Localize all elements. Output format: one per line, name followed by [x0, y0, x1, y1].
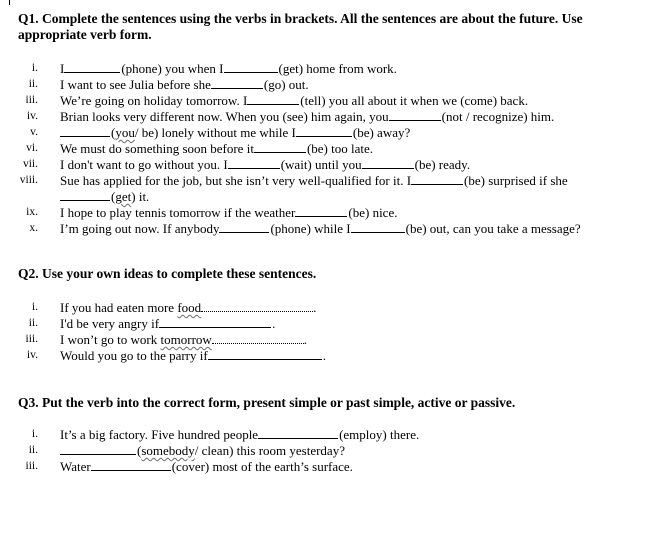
list-item: i. I (phone) you when I (get) home from work.	[31, 61, 397, 76]
list-item: ix. I hope to play tennis tomorrow if the weather (be) nice.	[26, 205, 398, 220]
list-item-continuation: (get) it.	[0, 188, 646, 204]
q2-heading: Q2. Use your own ideas to complete these sentences.	[18, 266, 317, 281]
q2-list	[0, 299, 646, 363]
list-item: ii. I'd be very angry if .	[28, 316, 276, 331]
list-item: vi. We must do something soon before it (be) too late.	[26, 141, 373, 156]
q1-heading: Q1. Complete the sentences using the verbs in brackets. All the sentences are about the future. Use appropriate verb form.	[18, 11, 583, 42]
list-item: ii. (somebody/ clean) this room yesterday?	[28, 443, 345, 458]
q3-heading: Q3. Put the verb into the correct form, present simple or past simple, active or passive.	[18, 395, 516, 410]
text-cursor	[9, 0, 10, 5]
list-item: vii. I don't want to go without you. I (wait) until you (be) ready.	[22, 157, 471, 172]
list-item: iv. Brian looks very different now. When you (see) him again, you (not / recognize) him.	[26, 109, 555, 124]
list-item: iii. Water (cover) most of the earth’s surface.	[25, 459, 353, 474]
list-item: viii. Sue has applied for the job, but she isn’t very well-qualified for it. I (be) surprised if she	[19, 173, 568, 188]
list-item: v. (you/ be) lonely without me while I (be) away?	[30, 125, 411, 140]
list-item: iii. We’re going on holiday tomorrow. I (tell) you all about it when we (come) back.	[25, 93, 529, 108]
list-item: i. It’s a big factory. Five hundred people (employ) there.	[31, 427, 420, 442]
list-item: ii. I want to see Julia before she (go) out.	[28, 77, 309, 92]
q1-list	[0, 60, 646, 236]
list-item: iii. I won’t go to work tomorrow .	[25, 332, 308, 347]
list-item: iv. Would you go to the parry if .	[26, 348, 326, 363]
list-item: x. I’m going out now. If anybody (phone) while I (be) out, can you take a message?	[29, 221, 581, 236]
list-item: i. If you had eaten more food .	[31, 300, 317, 315]
q3-list	[0, 426, 646, 474]
